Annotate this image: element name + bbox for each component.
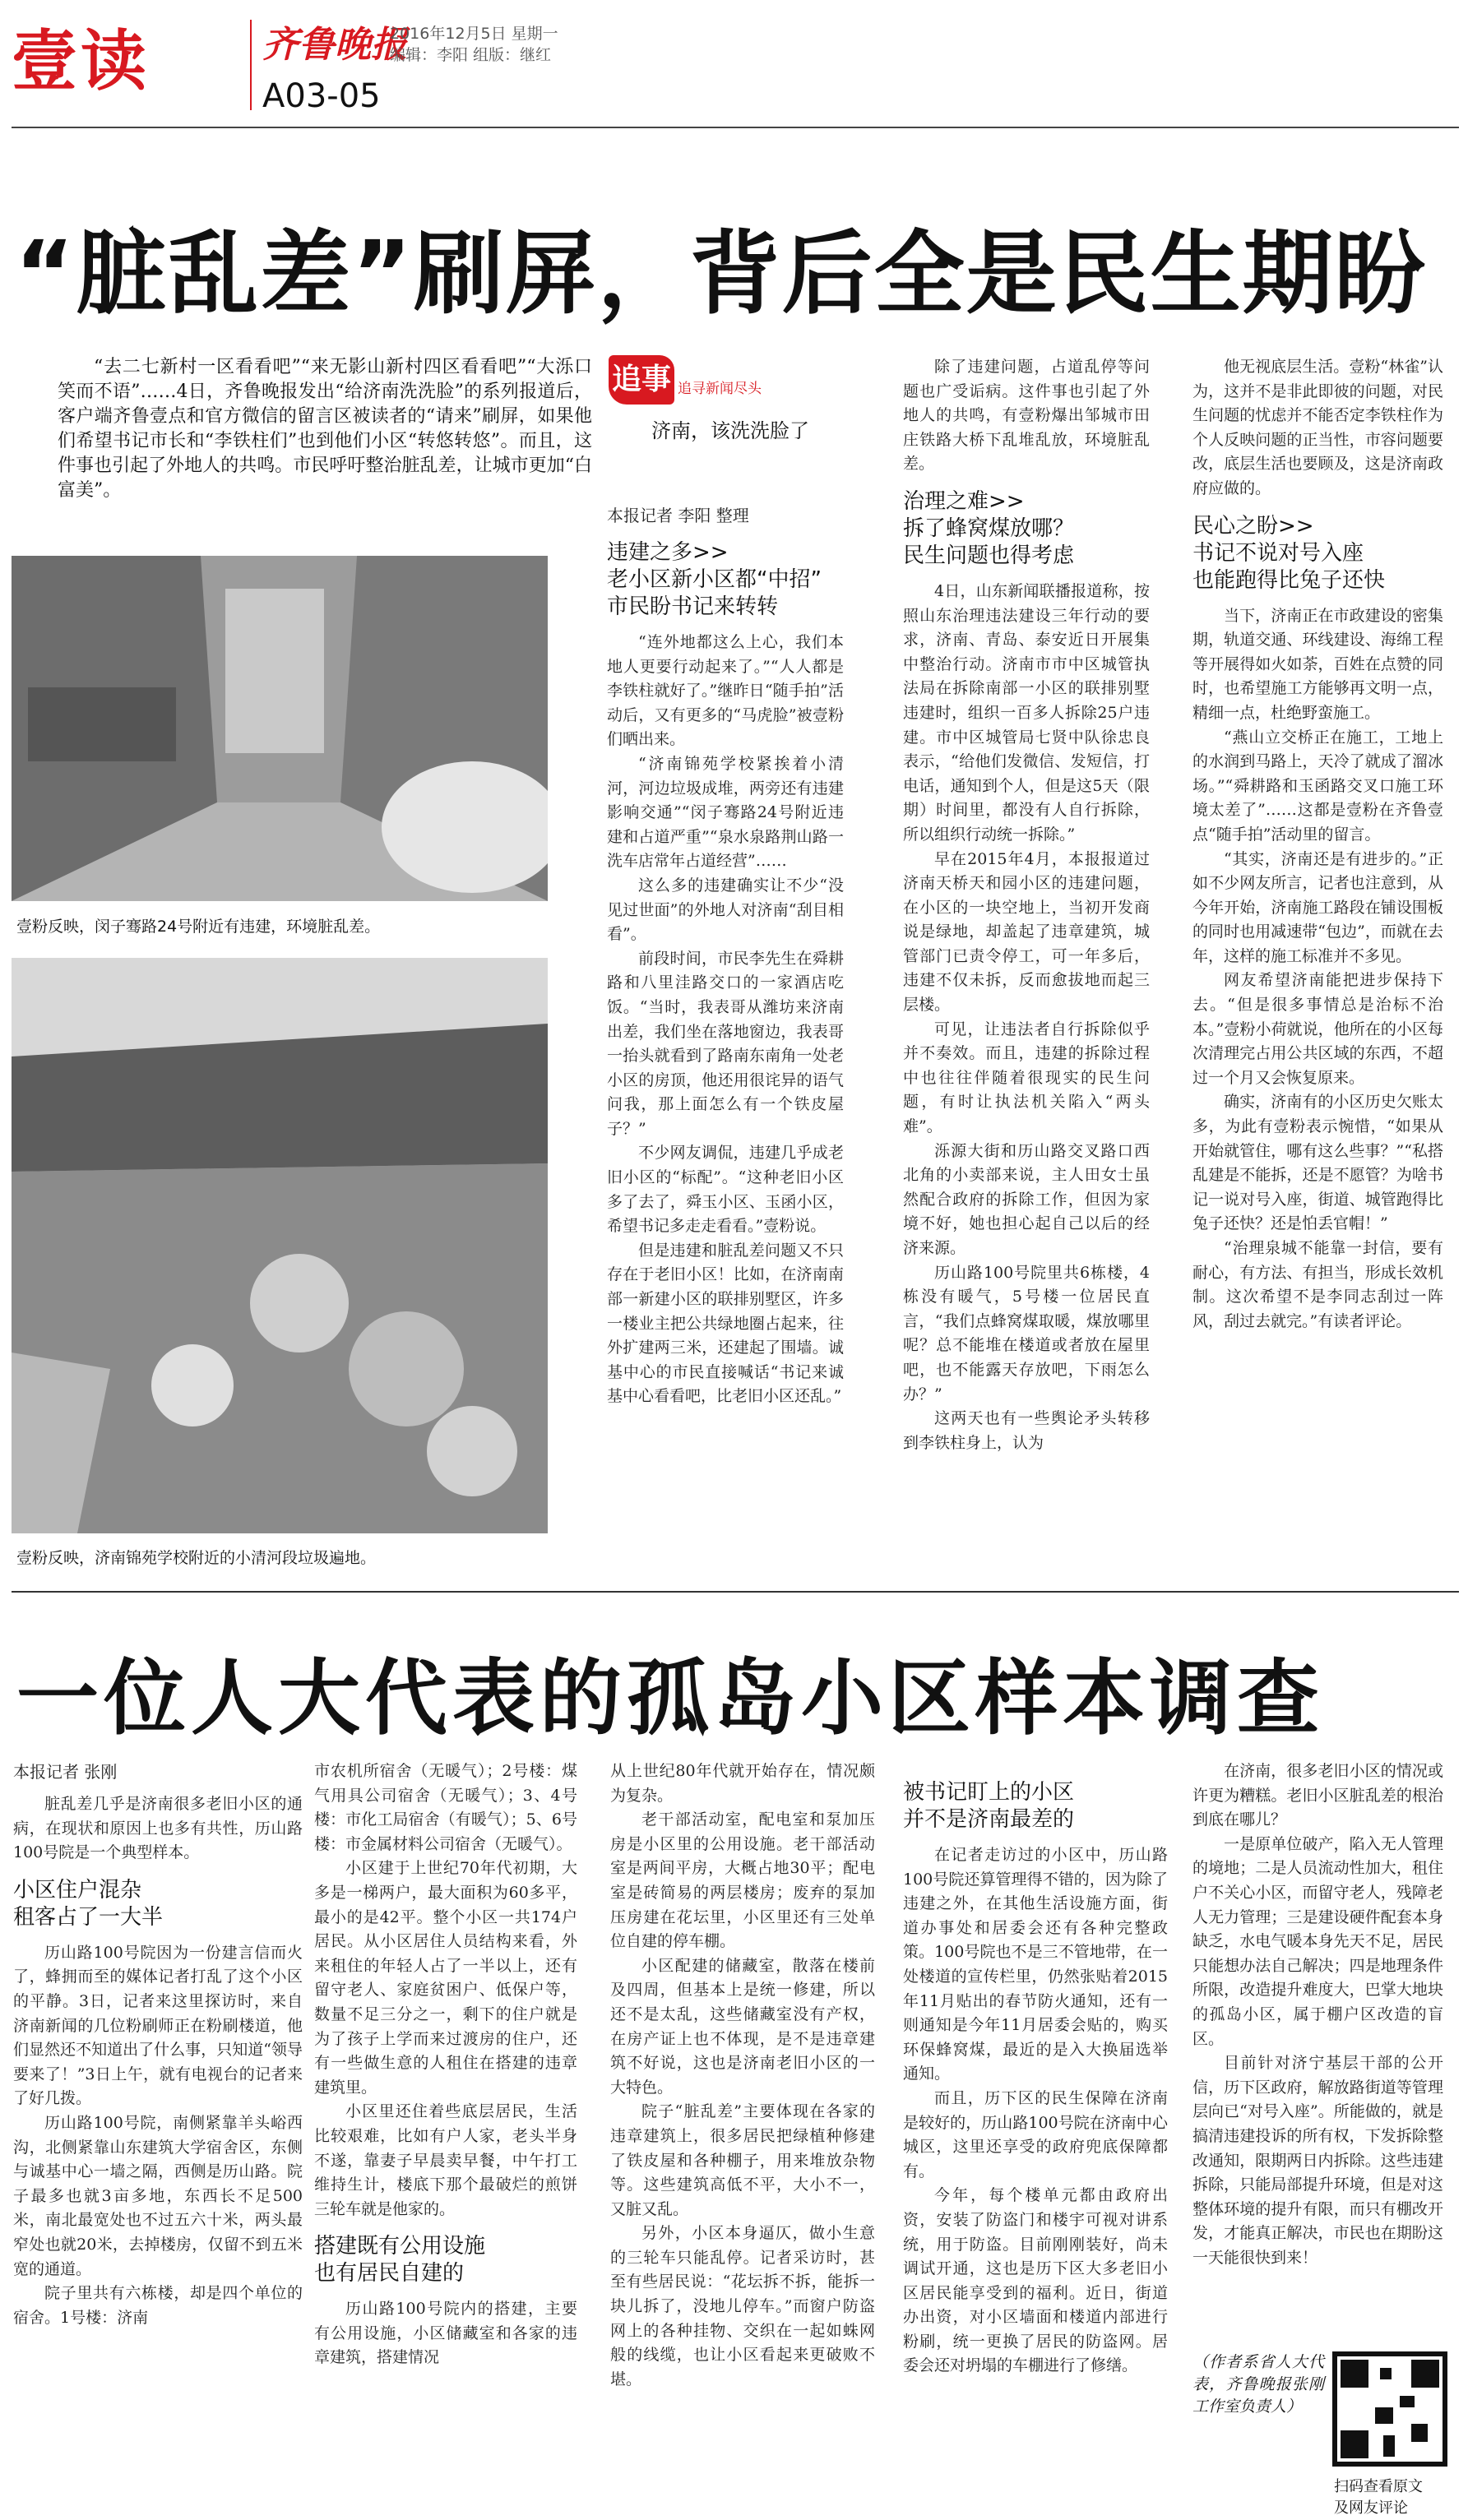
- paragraph: 而且，历下区的民生保障在济南是较好的，历山路100号院在济南中心城区，这里还享受的政府兜底保障都有。: [903, 2088, 1168, 2180]
- paragraph: “济南锦苑学校紧挨着小清河，河边垃圾成堆，两旁还有违建影响交通”“闵子骞路24号附近违建和占道严重”“泉水泉路荆山路一洗车店常年占道经营”……: [607, 754, 844, 871]
- subheading-2: [314, 2233, 577, 2287]
- section-title-2: 也能跑得比兔子还快: [1192, 567, 1386, 593]
- subheading-line: 被书记盯上的小区: [903, 1780, 1075, 1805]
- story-divider: [12, 1591, 1459, 1593]
- section-heading-1: [607, 539, 844, 621]
- masthead-divider: [250, 20, 252, 110]
- badge-title: 济南，该洗洗脸了: [651, 419, 809, 442]
- paragraph: “治理泉城不能靠一封信，要有耐心，有方法、有担当，形成长效机制。这次希望不是李同志刮过一阵风，刮过去就完。”有读者评论。: [1192, 1239, 1443, 1330]
- section-title: 拆了蜂窝煤放哪？: [903, 516, 1075, 541]
- paragraph: “其实，济南还是有进步的。”正如不少网友所言，记者也注意到，从今年开始，济南施工路段在铺设围板的同时也用减速带“包边”，而就在去年，这样的施工标准并不多见。: [1192, 849, 1443, 965]
- paragraph: 院子“脏乱差”主要体现在各家的违章建筑上，很多居民把绿植种修建了铁皮屋和各种棚子，用来堆放杂物等。这些建筑高低不平，大小不一，又脏又乱。: [610, 2102, 875, 2218]
- photo1-caption: 壹粉反映，闵子骞路24号附近有违建，环境脏乱差。: [16, 918, 381, 936]
- paragraph: 另外，小区本身逼仄，做小生意的三轮车只能乱停。记者采访时，甚至有些居民说：“花坛拆不拆，能拆一块儿拆了，没地儿停车。”而窗户防盗网上的各种挂物、交织在一起如蛛网般的线缆，也让小区看起来更破败不堪。: [610, 2224, 875, 2388]
- section-title: 壹读: [12, 23, 150, 99]
- paragraph: “连外地都这么上心，我们本地人更要行动起来了。”“人人都是李铁柱就好了。”继昨日“随手拍”活动后，又有更多的“马虎脸”被壹粉们晒出来。: [607, 633, 844, 749]
- story1-intro: [58, 355, 592, 503]
- section-title-2: 民生问题也得考虑: [903, 543, 1075, 568]
- paragraph: 他无视底层生活。壹粉“林雀”认为，这并不是非此即彼的问题，对民生问题的忧虑并不能否定李铁柱作为个人反映问题的正当性，市容问题要改，底层生活也要顾及，这是济南政府应做的。: [1192, 358, 1443, 497]
- paragraph: “燕山立交桥正在施工，工地上的水润到马路上，天冷了就成了溜冰场。”“舜耕路和玉函路交叉口施工环境太差了”……这都是壹粉在齐鲁壹点“随手拍”活动里的留言。: [1192, 728, 1443, 844]
- qr-caption: 及网友评论: [1334, 2499, 1408, 2517]
- paragraph: 从上世纪80年代就开始存在，情况颇为复杂。: [610, 1762, 875, 1805]
- subheading-3: [903, 1779, 1168, 1833]
- paragraph: 早在2015年4月，本报报道过济南天桥天和园小区的违建问题，在小区的一块空地上，当初开发商说是绿地，却盖起了违章建筑，城管部门已责令停工，可一年多后，违建不仅未拆，反而愈拔地而起三层楼。: [903, 849, 1150, 1015]
- masthead: [12, 5, 1459, 128]
- paragraph: 可见，让违法者自行拆除似乎并不奏效。而且，违建的拆除过程中也往往伴随着很现实的民生问题，有时让执法机关陷入“两头难”。: [903, 1020, 1150, 1136]
- paragraph: 不少网友调侃，违建几乎成老旧小区的“标配”。“这种老旧小区多了去了，舜玉小区、玉函小区，希望书记多走走看看。”壹粉说。: [607, 1144, 844, 1236]
- section-kicker: 治理之难>>: [903, 488, 1025, 514]
- section-title-2: 市民盼书记来转转: [607, 594, 779, 619]
- paragraph: 历山路100号院，南侧紧靠羊头峪西沟，北侧紧靠山东建筑大学宿舍区，东侧与诚基中心一墙之隔，西侧是历山路。院子最多也就3亩多地，东西长不足500米，南北最宽处也不过五六十米，两头最窄处也就20米，去掉楼房，仅留不到五米宽的通道。: [13, 2113, 303, 2278]
- paragraph: 目前针对济宁基层干部的公开信，历下区政府，解放路街道等管理层向已“对号入座”。所能做的，就是搞清违建投诉的所有权，下发拆除整改通知，限期两日内拆除。这些违建拆除，只能局部提升环境，但是对这整体环境的提升有限，而只有棚改开发，才能真正解决，市民也在期盼这一天能很快到来！: [1192, 2054, 1443, 2267]
- story2-byline: 本报记者 张刚: [13, 1762, 118, 1782]
- paragraph: 市农机所宿舍（无暖气）；2号楼：煤气用具公司宿舍（无暖气）；3、4号楼：市化工局宿舍（有暖气）；5、6号楼：市金属材料公司宿舍（无暖气）。: [314, 1762, 577, 1853]
- paragraph: 确实，济南有的小区历史欠账太多，为此有壹粉表示惋惜，“如果从开始就管住，哪有这么些事？”“私搭乱建是不能拆，还是不愿管？为啥书记一说对号入座，街道、城管跑得比兔子还快？还是怕丢官帽！”: [1192, 1093, 1443, 1233]
- paragraph: 网友希望济南能把进步保持下去。“但是很多事情总是治标不治本。”壹粉小荷就说，他所在的小区每次清理完占用公共区域的东西，不超过一个月又会恢复原来。: [1192, 971, 1443, 1087]
- date-line: 2016年12月5日 星期一: [390, 25, 558, 43]
- column-badge: [609, 355, 822, 442]
- story2-column-3: [610, 1759, 875, 2499]
- story2-column-4: [903, 1759, 1168, 2499]
- author-note: （作者系省人大代表，齐鲁晚报张刚工作室负责人）: [1192, 2353, 1324, 2416]
- paragraph: 一是原单位破产，陷入无人管理的境地；二是人员流动性加大，租住户不关心小区，而留守老人，残障老人无力管理；三是建设硬件配套本身缺乏，水电气暖本身先天不足，居民只能想办法自己解决；四是地理条件所限，改造提升难度大，巴掌大地块的孤岛小区，属于棚户区改造的盲区。: [1192, 1834, 1443, 2048]
- subheading-line: 小区住户混杂: [13, 1877, 142, 1903]
- paragraph: 院子里共有六栋楼，却是四个单位的宿舍。1号楼：济南: [13, 2284, 303, 2327]
- paragraph: 小区里还住着些底层居民，生活比较艰难，比如有户人家，老头半身不遂，靠妻子早晨卖早餐，中午打工维持生计，楼底下那个最破烂的煎饼三轮车就是他家的。: [314, 2102, 577, 2218]
- story1-column-4: [903, 355, 1150, 1547]
- paragraph: 在济南，很多老旧小区的情况或许更为糟糕。老旧小区脏乱差的根治到底在哪儿？: [1192, 1762, 1443, 1829]
- paragraph: 历山路100号院里共6栋楼，4栋没有暖气，5号楼一位居民直言，“我们点蜂窝煤取暖，煤放哪里呢？总不能堆在楼道或者放在屋里吧，也不能露天存放吧，下雨怎么办？”: [903, 1263, 1150, 1403]
- paragraph: 老干部活动室，配电室和泵加压房是小区里的公用设施。老干部活动室是两间平房，大概占地30平；配电室是砖简易的两层楼房；废弃的泵加压房建在花坛里，小区里还有三处单位自建的停车棚。: [610, 1810, 875, 1951]
- subheading-line: 也有居民自建的: [314, 2261, 465, 2286]
- subheading-line: 租客占了一大半: [13, 1904, 164, 1930]
- paragraph: 当下，济南正在市政建设的密集期，轨道交通、环线建设、海绵工程等开展得如火如荼，百姓在点赞的同时，也希望施工方能够再文明一点，精细一点，杜绝野蛮施工。: [1192, 606, 1443, 722]
- paragraph: 这两天也有一些舆论矛头转移到李铁柱身上，认为: [903, 1409, 1150, 1452]
- section-title: 书记不说对号入座: [1192, 540, 1364, 566]
- story2-headline: 一位人大代表的孤岛小区样本调查: [16, 1650, 1324, 1746]
- date-editor-info: [390, 23, 558, 66]
- qr-code-icon[interactable]: [1332, 2351, 1447, 2467]
- photo2-caption: 壹粉反映，济南锦苑学校附近的小清河段垃圾遍地。: [16, 1549, 377, 1567]
- section-kicker: 违建之多>>: [607, 540, 729, 565]
- photo-garbage-image: [12, 958, 548, 1533]
- section-title: 老小区新小区都“中招”: [607, 567, 822, 592]
- paragraph: 小区建于上世纪70年代初期，大多是一梯两户，最大面积为60多平，最小的是42平。整个小区一共174户居民。从小区居住人员结构来看，外来租住的年轻人占了一半以上，还有留守老人、家庭贫困户、低保户等，数量不足三分之一，剩下的住户就是为了孩子上学而来过渡房的住户，还有一些做生意的人租住在搭建的违章建筑里。: [314, 1859, 577, 2097]
- masthead-rule: [12, 127, 1459, 128]
- paragraph: 除了违建问题，占道乱停等问题也广受诟病。这件事也引起了外地人的共鸣，有壹粉爆出邹城市田庄铁路大桥下乱堆乱放，环境脏乱差。: [903, 358, 1150, 474]
- subheading-line: 搭建既有公用设施: [314, 2234, 486, 2259]
- subheading-line: 并不是济南最差的: [903, 1807, 1075, 1832]
- paragraph: 今年，每个楼单元都由政府出资，安装了防盗门和楼宇可视对讲系统，用于防盗。目前刚刚装好，尚未调试开通，这也是历下区大多老旧小区居民能享受到的福利。近日，街道办出资，对小区墙面和楼道内部进行粉刷，统一更换了居民的防盗网。居委会还对坍塌的车棚进行了修缮。: [903, 2186, 1168, 2375]
- section-heading-3: [1192, 513, 1443, 594]
- intro-text: “去二七新村一区看看吧”“来无影山新村四区看看吧”“大泺口笑而不语”……4日，齐鲁晚报发出“给济南洗洗脸”的系列报道后，客户端齐鲁壹点和官方微信的留言区被读者的“请来”刷屏，如果他们希望书记市长和“李铁柱们”也到他们小区“转悠转悠”。而且，这件事也引起了外地人的共鸣。市民呼吁整治脏乱差，让城市更加“白富美”。: [58, 357, 592, 501]
- story1-column-5: [1192, 355, 1443, 1547]
- photo-garbage: [12, 958, 548, 1533]
- paragraph: 历山路100号院内的搭建，主要有公用设施，小区储藏室和各家的违章建筑，搭建情况: [314, 2300, 577, 2367]
- paragraph: 前段时间，市民李先生在舜耕路和八里洼路交口的一家酒店吃饭。“当时，我表哥从潍坊来济南出差，我们坐在落地窗边，我表哥一抬头就看到了路南东南角一处老小区的房顶，他还用很诧异的语气问我，那上面怎么有一个铁皮屋子？”: [607, 949, 844, 1138]
- story1-headline: “脏乱差”刷屏，背后全是民生期盼: [15, 221, 1427, 326]
- paragraph: 但是违建和脏乱差问题又不只存在于老旧小区！比如，在济南南部一新建小区的联排别墅区，许多一楼业主把公共绿地圈占起来，往外扩建两三米，还建起了围墙。诚基中心的市民直接喊话“书记来诚基中心看看吧，比老旧小区还乱。”: [607, 1241, 844, 1406]
- photo-alley: [12, 556, 548, 901]
- badge-tagline: 追寻新闻尽头: [678, 381, 762, 397]
- paragraph: 在记者走访过的小区中，历山路100号院还算管理得不错的，因为除了违建之外，在其他生活设施方面，街道办事处和居委会还有各种完整政策。100号院也不是三不管地带，在一处楼道的宣传栏里，仍然张贴着2015年11月贴出的春节防火通知，还有一则通知是今年11月居委会贴的，购买环保蜂窝煤，最近的是入大换届选举通知。: [903, 1846, 1168, 2083]
- story2-column-1: [13, 1759, 303, 2499]
- section-heading-2: [903, 488, 1150, 570]
- paragraph: 历山路100号院因为一份建言信而火了，蜂拥而至的媒体记者打乱了这个小区的平静。3日，记者来这里探访时，来自济南新闻的几位粉刷师正在粉刷楼道，他们显然还不知道出了什么事，只知道“领导要来了！”3日上午，就有电视台的记者来了好几拨。: [13, 1943, 303, 2108]
- story1-column-3: [607, 503, 844, 1547]
- story2-column-2: [314, 1759, 577, 2499]
- page-number: A03-05: [262, 77, 381, 115]
- section-kicker: 民心之盼>>: [1192, 513, 1314, 539]
- subheading-1: [13, 1877, 303, 1931]
- paragraph: 这么多的违建确实让不少“没见过世面”的外地人对济南“刮目相看”。: [607, 876, 844, 944]
- photo-alley-image: [12, 556, 548, 901]
- paragraph: 泺源大街和历山路交叉路口西北角的小卖部来说，主人田女士虽然配合政府的拆除工作，但因为家境不好，她也担心起自己以后的经济来源。: [903, 1141, 1150, 1257]
- paragraph: 小区配建的储藏室，散落在楼前及四周，但基本上是统一修建，所以还不是太乱，这些储藏室没有产权，在房产证上也不体现，是不是违章建筑不好说，这也是济南老旧小区的一大特色。: [610, 1956, 875, 2097]
- paragraph: 脏乱差几乎是济南很多老旧小区的通病，在现状和原因上也多有共性，历山路100号院是一个典型样本。: [13, 1795, 303, 1862]
- editor-line: 编辑：李阳 组版：继红: [390, 46, 552, 64]
- story1-byline: 本报记者 李阳 整理: [607, 506, 749, 525]
- newspaper-logo: 齐鲁晚报: [262, 24, 407, 66]
- badge-mark: 追事: [609, 355, 674, 405]
- paragraph: 4日，山东新闻联播报道称，按照山东治理违法建设三年行动的要求，济南、青岛、泰安近日开展集中整治行动。济南市市中区城管执法局在拆除南部一小区的联排别墅违建时，组织一百多人拆除25户违建。市中区城管局七贤中队徐忠良表示，“给他们发微信、发短信，打电话，通知到个人，但是这5天（限期）时间里，都没有人自行拆除，所以组织行动统一拆除。”: [903, 581, 1150, 844]
- story2-column-5: [1192, 1759, 1443, 2335]
- qr-caption: 扫码查看原文: [1334, 2478, 1423, 2495]
